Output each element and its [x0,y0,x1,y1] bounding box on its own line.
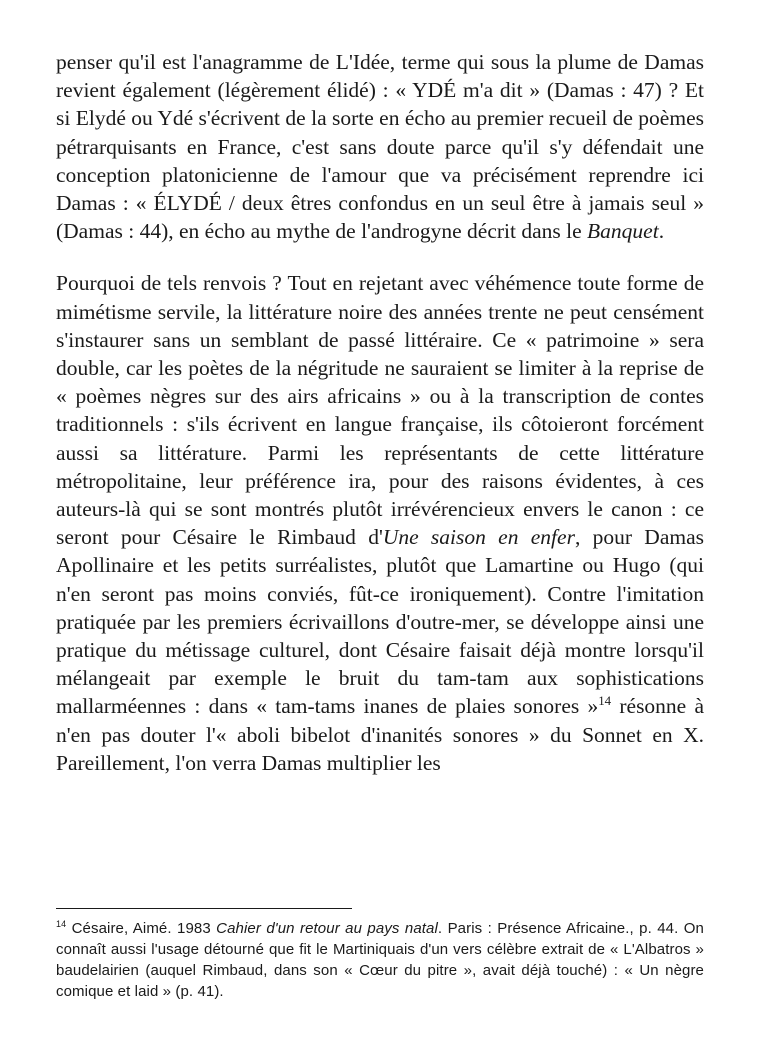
paragraph-2-italic-title: Une saison en enfer [382,525,575,550]
footnote-text-2: . Paris : Présence Africaine., p. 44. On connaît aussi l'usage détourné que fit le Martiniquais d'un vers célèbre extrait de « L'Albatros » baudelairien (auquel Rimbaud, dans son « Cœur du pitre », avait déjà touché) : « Un nègre comique et laid » (p. 41). [56,920,704,1000]
paragraph-2-text-2: , pour Damas Apollinaire et les petits surréalistes, plutôt que Lamartine ou Hugo (qui n'en seront pas moins conviés, fût-ce ironiquement). Contre l'imitation pratiquée par les premiers écrivaillons d'outre-mer, se développe ainsi une pratique du métissage culturel, dont Césaire faisait déjà montre lorsqu'il mélangeait par exemple le bruit du tam-tam aux sophistications mallarméennes : dans « tam-tams inanes de plaies sonores » [56,525,704,719]
paragraph-2 [56,269,704,777]
paragraph-1-italic-banquet: Banquet [587,219,659,244]
footnote-text-1: Césaire, Aimé. 1983 [66,920,217,937]
footnote-reference-14[interactable]: 14 [598,694,612,709]
page-body [56,48,704,777]
footnote-separator [56,908,352,909]
paragraph-1-text-1: penser qu'il est l'anagramme de L'Idée, terme qui sous la plume de Damas revient également (légèrement élidé) : « YDÉ m'a dit » (Damas : 47) ? Et si Elydé ou Ydé s'écrivent de la sorte en écho au premier recueil de poèmes pétrarquisants en France, c'est sans doute parce qu'il s'y défendait une conception platonicienne de l'amour que va précisément reprendre ici Damas : « ÉLYDÉ / deux êtres confondus en un seul être à jamais seul » (Damas : 44), en écho au mythe de l'androgyne décrit dans le [56,50,704,244]
footnote-number: 14 [56,919,67,929]
paragraph-2-text-1: Pourquoi de tels renvois ? Tout en rejetant avec véhémence toute forme de mimétisme servile, la littérature noire des années trente ne peut censément s'instaurer sans un semblant de passé littéraire. Ce « patrimoine » sera double, car les poètes de la négritude ne sauraient se limiter à la reprise de « poèmes nègres sur des airs africains » ou à la transcription de contes traditionnels : s'ils écrivent en langue française, ils côtoieront forcément aussi sa littérature. Parmi les représentants de cette littérature métropolitaine, leur préférence ira, pour des raisons évidentes, à ces auteurs-là qui se sont montrés plutôt irrévérencieux envers le canon : ce seront pour Césaire le Rimbaud d' [56,271,704,550]
footnote-italic-title: Cahier d'un retour au pays natal [216,920,438,937]
paragraph-1-text-2: . [658,219,665,244]
paragraph-1 [56,48,704,245]
footnote-14 [56,918,704,1002]
paragraph-2-text-3: résonne à n'en pas douter l'« aboli bibelot d'inanités sonores » du Sonnet en X. Pareillement, l'on verra Damas multiplier les [56,694,705,775]
